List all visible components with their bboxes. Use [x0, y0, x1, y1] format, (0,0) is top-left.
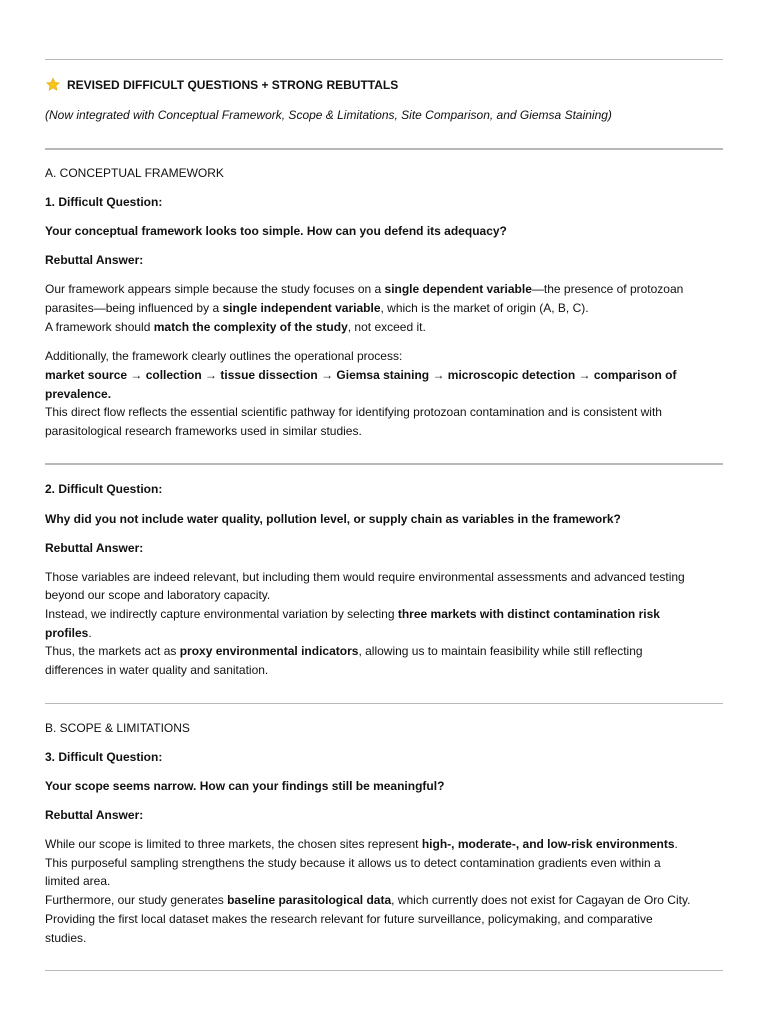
paragraph-line: differences in water quality and sanitation.: [45, 663, 269, 677]
paragraph-line: This purposeful sampling strengthens the study because it allows us to detect contamination gradients even within a: [45, 856, 661, 870]
text-run: While our scope is limited to three markets, the chosen sites represent: [45, 837, 422, 851]
paragraph-line: limited area.: [45, 874, 111, 888]
text-run: .: [674, 837, 678, 851]
bold-text: profiles: [45, 626, 89, 640]
paragraph-line: studies.: [45, 931, 87, 945]
bold-text: high-, moderate-, and low-risk environments: [421, 837, 675, 851]
paragraph-line: [45, 835, 725, 854]
text-run: Furthermore, our study generates: [45, 893, 228, 907]
divider: [45, 463, 723, 465]
text-run: .: [88, 626, 92, 640]
paragraph-line: Additionally, the framework clearly outlines the operational process:: [45, 349, 403, 363]
paragraph-line: [45, 299, 725, 318]
section-heading-conceptual-framework: A. CONCEPTUAL FRAMEWORK: [45, 166, 224, 180]
text-run: —the presence of protozoan: [531, 282, 684, 296]
paragraph-line: [45, 891, 725, 910]
question-text: Your conceptual framework looks too simple. How can you defend its adequacy?: [45, 224, 507, 238]
question-text: Your scope seems narrow. How can your findings still be meaningful?: [45, 779, 445, 793]
paragraph-line: Providing the first local dataset makes the research relevant for future surveillance, policymaking, and comparative: [45, 912, 653, 926]
paragraph-line: This direct flow reflects the essential scientific pathway for identifying protozoan contamination and is consistent with: [45, 405, 662, 419]
text-run: , not exceed it.: [347, 320, 426, 334]
title-text: REVISED DIFFICULT QUESTIONS + STRONG REBUTTALS: [67, 78, 399, 92]
question-text: Why did you not include water quality, pollution level, or supply chain as variables in the framework?: [45, 512, 621, 526]
text-run: parasites—being influenced by a: [45, 301, 223, 315]
text-run: Instead, we indirectly capture environmental variation by selecting: [45, 607, 398, 621]
text-run: A framework should: [45, 320, 154, 334]
section-heading-scope-limitations: B. SCOPE & LIMITATIONS: [45, 721, 190, 735]
question-label: 2. Difficult Question:: [45, 482, 163, 496]
bold-text: single dependent variable: [384, 282, 532, 296]
star-icon: [45, 77, 61, 92]
divider: [45, 703, 723, 704]
divider: [45, 148, 723, 150]
paragraph-line: [45, 605, 725, 624]
document-title: [45, 76, 725, 95]
question-label: 3. Difficult Question:: [45, 750, 163, 764]
paragraph-line: parasitological research frameworks used in similar studies.: [45, 424, 362, 438]
rebuttal-label: Rebuttal Answer:: [45, 253, 144, 267]
text-run: Our framework appears simple because the study focuses on a: [45, 282, 385, 296]
bold-text: baseline parasitological data: [227, 893, 392, 907]
bold-text: single independent variable: [222, 301, 381, 315]
rebuttal-label: Rebuttal Answer:: [45, 541, 144, 555]
paragraph-line: [45, 642, 725, 661]
text-run: , allowing us to maintain feasibility while still reflecting: [358, 644, 643, 658]
process-flow-end: prevalence.: [45, 387, 112, 401]
text-run: Thus, the markets act as: [45, 644, 180, 658]
rebuttal-label: Rebuttal Answer:: [45, 808, 144, 822]
text-run: , which currently does not exist for Cagayan de Oro City.: [391, 893, 691, 907]
text-run: , which is the market of origin (A, B, C).: [380, 301, 589, 315]
paragraph-line: [45, 280, 725, 299]
paragraph-line: Those variables are indeed relevant, but including them would require environmental assessments and advanced testing: [45, 570, 685, 584]
subtitle: (Now integrated with Conceptual Framework, Scope & Limitations, Site Comparison, and Giemsa Staining): [45, 108, 612, 122]
paragraph-line: [45, 318, 725, 337]
process-flow: market source → collection → tissue dissection → Giemsa staining → microscopic detection → comparison of: [45, 368, 677, 382]
divider: [45, 59, 723, 60]
bold-text: proxy environmental indicators: [179, 644, 359, 658]
paragraph-line: [45, 624, 725, 643]
divider: [45, 970, 723, 971]
paragraph-line: beyond our scope and laboratory capacity.: [45, 588, 271, 602]
question-label: 1. Difficult Question:: [45, 195, 163, 209]
bold-text: three markets with distinct contamination risk: [397, 607, 660, 621]
bold-text: match the complexity of the study: [153, 320, 348, 334]
